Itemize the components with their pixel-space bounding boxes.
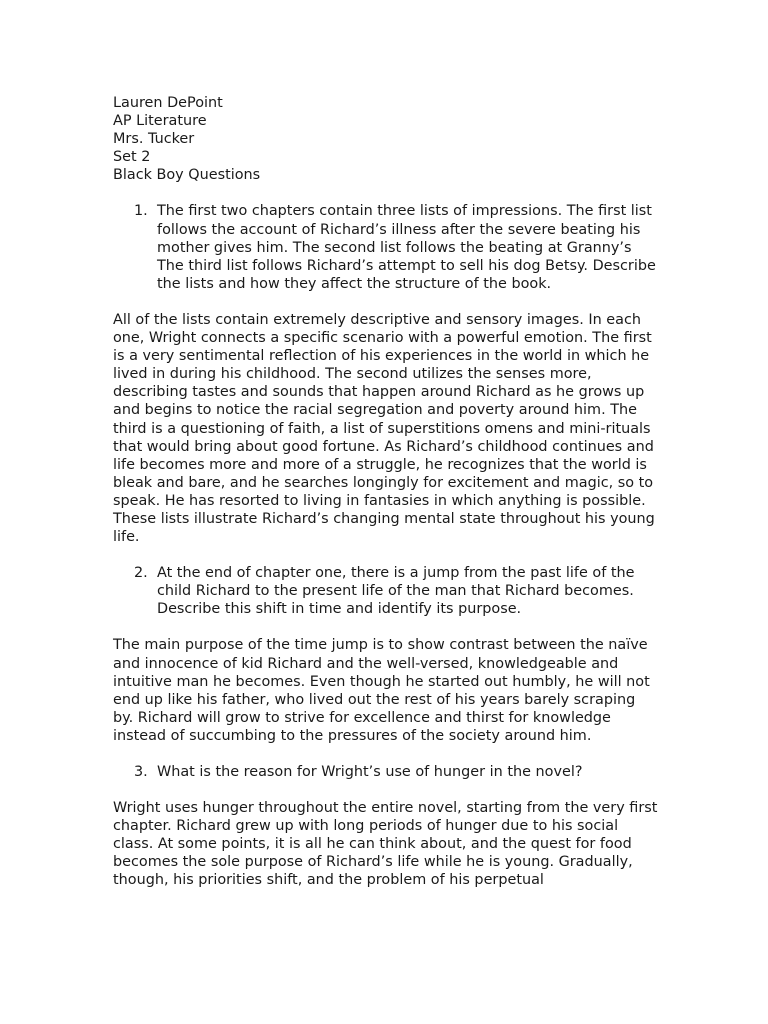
document-title: Black Boy Questions [113,167,261,184]
answer-3: Wright uses hunger throughout the entire novel, starting from the very first chapter. Richard grew up with long periods of hunger due to his social class. At some points, it is all he can think about, and the quest for food becomes the sole purpose of Richard’s life while he is young. Gradually, though, his priorities shift, and the problem of his perpetual [113,800,658,889]
question-1 [113,202,658,292]
question-text: At the end of chapter one, there is a jump from the past life of the child Richard to the present life of the man that Richard becomes. Describe this shift in time and identify its purpose. [157,565,635,618]
question-text: The first two chapters contain three lists of impressions. The first list follows the account of Richard’s illness after the severe beating his mother gives him. The second list follows the beating at Granny’s The third list follows Richard’s attempt to sell his dog Betsy. Describe the lists and how they affect the structure of the book. [157,203,656,292]
question-text: What is the reason for Wright’s use of hunger in the novel? [157,764,583,780]
course-name: AP Literature [113,113,207,130]
teacher-name: Mrs. Tucker [113,131,195,148]
answer-1: All of the lists contain extremely descriptive and sensory images. In each one, Wright connects a specific scenario with a powerful emotion. The first is a very sentimental reflection of his experiences in the world in which he lived in during his childhood. The second utilizes the senses more, describing tastes and sounds that happen around Richard as he grows up and begins to notice the racial segregation and poverty around him. The third is a questioning of faith, a list of superstitions omens and mini-rituals that would bring about good fortune. As Richard’s childhood continues and life becomes more and more of a struggle, he recognizes that the world is bleak and bare, and he searches longingly for excitement and magic, so to speak. He has resorted to living in fantasies in which anything is possible. These lists illustrate Richard’s changing mental state throughout his young life. [113,311,655,546]
question-3 [113,763,658,781]
set-label: Set 2 [113,149,151,166]
document-page [113,94,658,890]
question-2 [113,564,658,618]
question-number: 1. [134,203,148,220]
document-header [113,94,658,184]
question-number: 2. [134,565,148,582]
answer-2: The main purpose of the time jump is to show contrast between the naïve and innocence of kid Richard and the well-versed, knowledgeable and intuitive man he becomes. Even though he started out humbly, he will not end up like his father, who lived out the rest of his years barely scraping by. Richard will grow to strive for excellence and thirst for knowledge instead of succumbing to the pressures of the society around him. [113,637,650,744]
question-number: 3. [134,764,148,780]
student-name: Lauren DePoint [113,95,223,111]
